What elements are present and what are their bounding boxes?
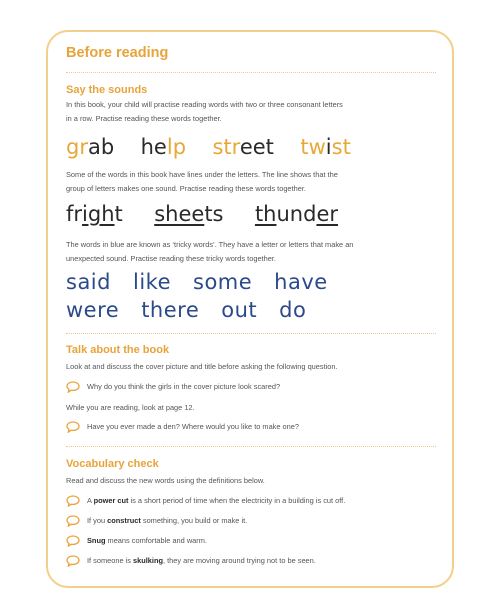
before-reading-card	[46, 30, 454, 588]
tricky-word: have	[274, 270, 328, 294]
plain-letters: ab	[87, 135, 115, 159]
tricky-word: some	[193, 270, 253, 294]
text-part: A	[87, 496, 94, 505]
word-twist	[300, 135, 350, 159]
speech-bubble-icon	[66, 535, 80, 547]
highlight-letters: str	[212, 135, 240, 159]
word-fright	[66, 202, 123, 226]
tricky-word: out	[221, 298, 258, 322]
question-bullet	[66, 420, 438, 436]
underlined-letters: th	[254, 202, 277, 226]
speech-bubble-icon	[66, 515, 80, 527]
text-line: in a row. Practise reading these words together.	[66, 114, 222, 123]
text-line: unexpected sound. Practise reading these tricky words together.	[66, 254, 276, 263]
highlight-letters: lp	[166, 135, 187, 159]
say-sounds-intro	[66, 98, 438, 126]
section-heading-say-sounds: Say the sounds	[66, 84, 148, 96]
speech-bubble-icon	[66, 381, 80, 393]
underlined-letters: sh	[154, 202, 179, 226]
tricky-word: were	[66, 298, 120, 322]
question-text: Have you ever made a den? Where would you like to make one?	[87, 422, 299, 431]
vocab-definition	[87, 534, 207, 548]
tricky-word: do	[279, 298, 307, 322]
text-line: In this book, your child will practise reading words with two or three consonant letters	[66, 100, 343, 109]
underlined-letters: ee	[178, 202, 205, 226]
consonant-words-row	[66, 135, 373, 159]
vocab-definition	[87, 514, 247, 528]
tricky-word: there	[141, 298, 200, 322]
tricky-words-intro	[66, 238, 438, 266]
tricky-words-row-2	[66, 298, 306, 322]
vocab-definition	[87, 554, 316, 568]
tricky-word: like	[132, 270, 171, 294]
speech-bubble-icon	[66, 421, 80, 433]
underlined-letters: igh	[82, 202, 115, 226]
text-part: If you	[87, 516, 108, 525]
text-part: means comfortable and warm.	[105, 536, 207, 545]
word-sheets	[154, 202, 223, 226]
page-title: Before reading	[66, 45, 169, 61]
vocab-word: Snug	[87, 536, 106, 545]
speech-bubble-icon	[66, 495, 80, 507]
underlined-letters: er	[316, 202, 339, 226]
text-part: If someone is	[87, 556, 134, 565]
split-digraph-intro	[66, 168, 438, 196]
word-street	[212, 135, 273, 159]
text-part: is a short period of time when the electricity in a building is cut off.	[128, 496, 346, 505]
word-thunder	[255, 202, 338, 226]
question-text: Why do you think the girls in the cover picture look scared?	[87, 382, 281, 391]
vocab-word: skulking	[133, 556, 163, 565]
section-heading-talk: Talk about the book	[66, 344, 170, 356]
plain-letters: fr	[66, 202, 83, 226]
underlined-words-row	[66, 202, 365, 226]
text-part: , they are moving around trying not to be seen.	[163, 556, 316, 565]
plain-letters: eet	[239, 135, 274, 159]
divider	[66, 333, 436, 334]
word-help	[141, 135, 186, 159]
text-line: The words in blue are known as ‘tricky words’. They have a letter or letters that make an	[66, 240, 354, 249]
plain-letters: i	[325, 135, 332, 159]
vocab-item	[66, 514, 438, 530]
divider	[66, 446, 436, 447]
plain-letters: he	[140, 135, 167, 159]
vocab-item	[66, 534, 438, 550]
vocab-intro: Read and discuss the new words using the definitions below.	[66, 476, 265, 485]
text-line: group of letters makes one sound. Practise reading these words together.	[66, 184, 306, 193]
vocab-definition	[87, 494, 345, 508]
highlight-letters: tw	[300, 135, 326, 159]
talk-intro: Look at and discuss the cover picture and title before asking the following question.	[66, 362, 338, 371]
plain-letters: und	[276, 202, 317, 226]
plain-letters: t	[114, 202, 123, 226]
text-line: Some of the words in this book have lines under the letters. The line shows that the	[66, 170, 338, 179]
vocab-item	[66, 494, 438, 510]
plain-letters: ts	[204, 202, 224, 226]
vocab-word: construct	[107, 516, 141, 525]
word-grab	[66, 135, 114, 159]
vocab-item	[66, 554, 438, 570]
highlight-letters: gr	[66, 135, 88, 159]
tricky-words-row-1	[66, 270, 328, 294]
divider	[66, 72, 436, 73]
section-heading-vocab: Vocabulary check	[66, 458, 159, 470]
vocab-word: power cut	[93, 496, 129, 505]
tricky-word: said	[66, 270, 111, 294]
while-reading-text: While you are reading, look at page 12.	[66, 403, 195, 412]
highlight-letters: st	[331, 135, 351, 159]
question-bullet	[66, 380, 438, 396]
speech-bubble-icon	[66, 555, 80, 567]
text-part: something, you build or make it.	[140, 516, 248, 525]
